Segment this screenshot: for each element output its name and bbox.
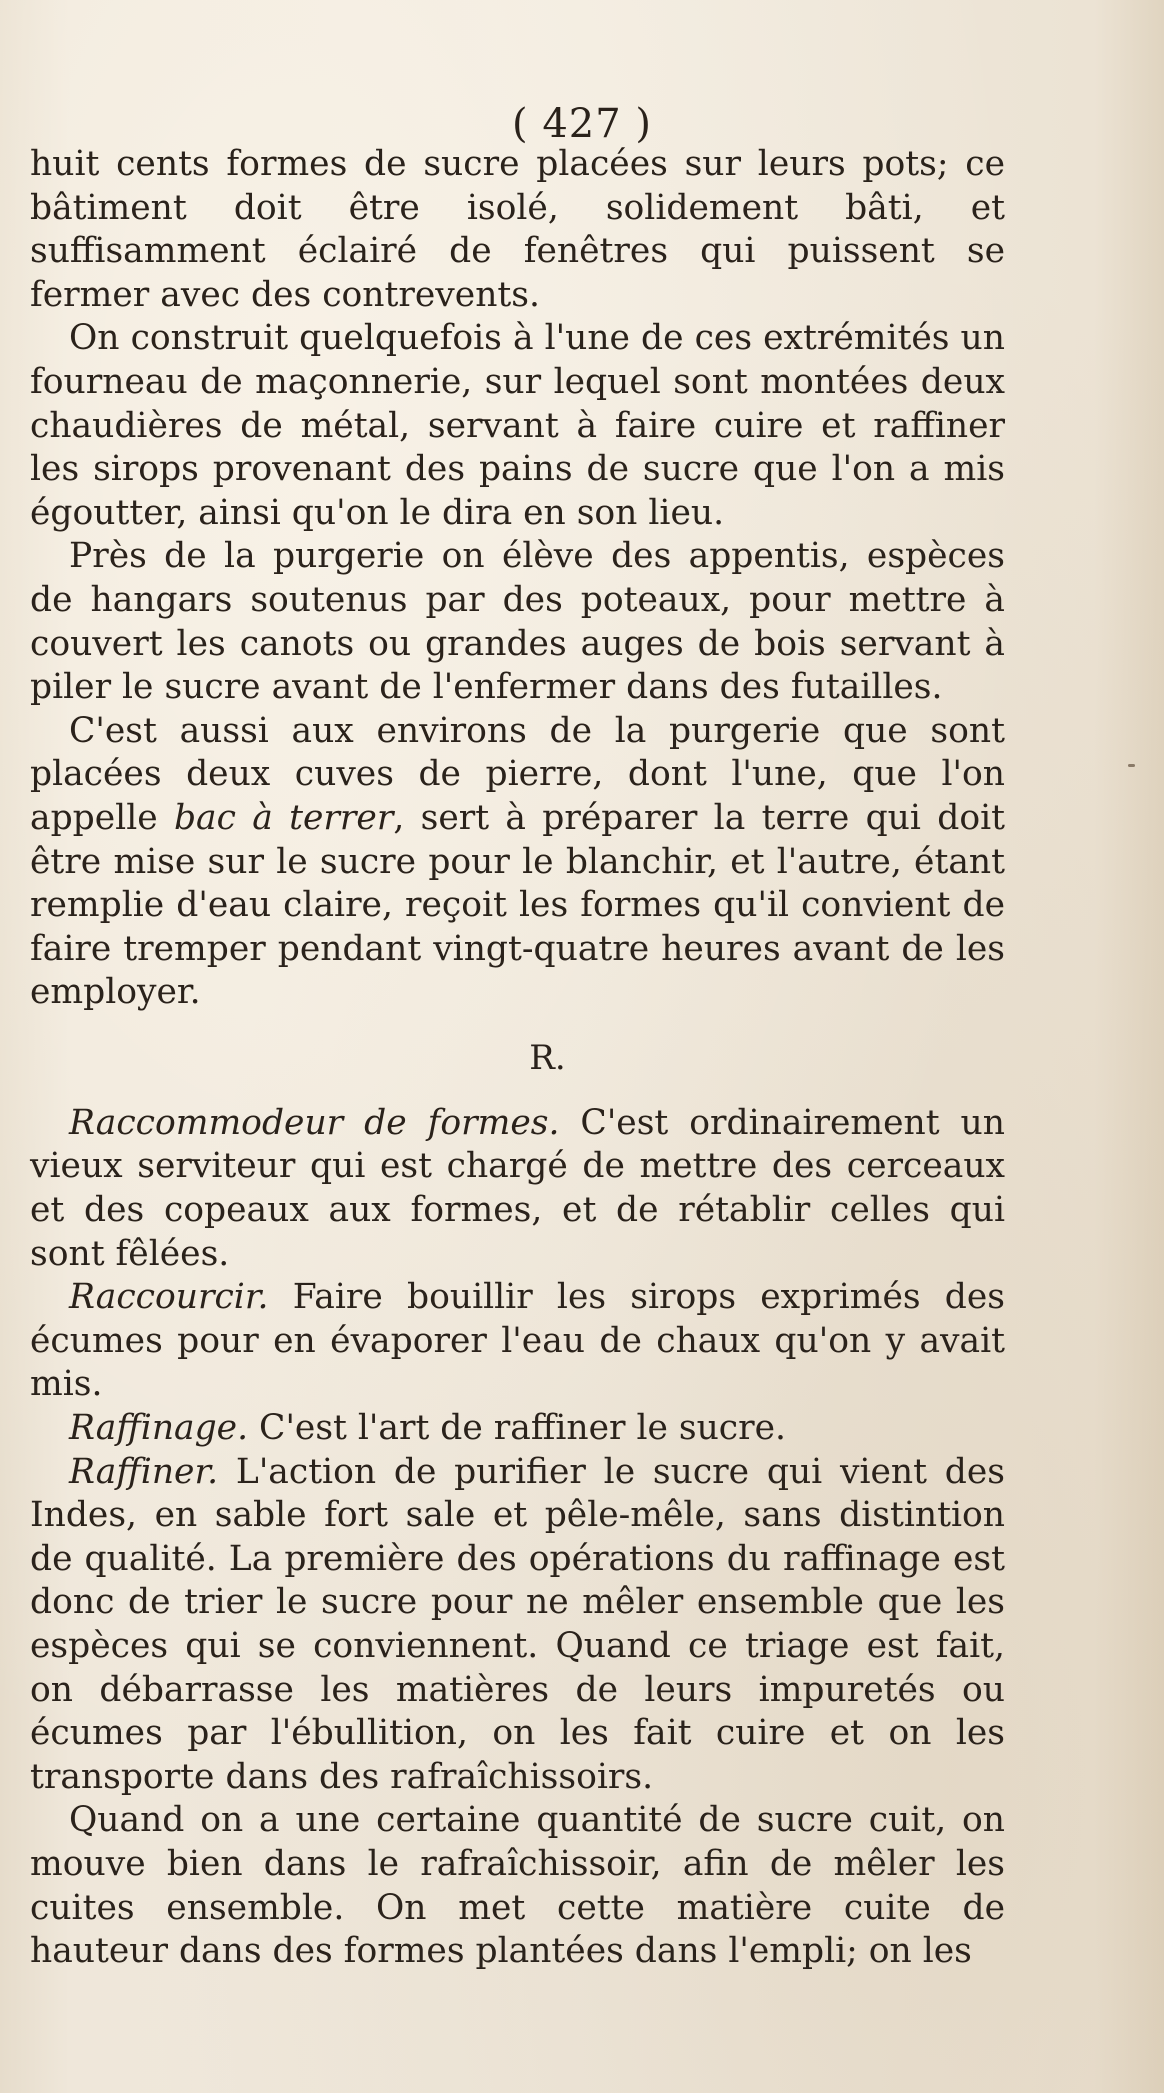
entry-raffiner [30,1451,1005,1800]
entry-definition: C'est l'art de raffiner le sucre. [248,1408,786,1449]
section-heading-r: R. [529,1037,566,1078]
entry-definition: Faire bouillir les sirops exprimés des écumes pour en évaporer l'eau de chaux qu'on y avait mis. [30,1277,1005,1405]
term-bac-a-terrer: bac à terrer [173,797,394,838]
entry-term: Raccommodeur de formes. [69,1102,560,1143]
paragraph-sucre-cuit: Quand on a une certaine quantité de sucre cuit, on mouve bien dans le rafraîchissoir, afin de mêler les cuites ensemble. On met cette matière cuite de hauteur dans des formes plantées dans l'empli; on les [30,1800,1005,1972]
page-number: ( 427 ) [512,101,652,147]
entry-definition: L'action de purifier le sucre qui vient des Indes, en sable fort sale et pêle-mêle, sans distintion de qualité. La première des opérations du raffinage est donc de trier le sucre pour ne mêler ensemble que les espèces qui se conviennent. Quand ce triage est fait, on débarrasse les matières de leurs impuretés ou écumes par l'ébullition, on les fait cuire et on les transporte dans des rafraîchissoirs. [30,1451,1005,1797]
paragraph-appentis: Près de la purgerie on élève des appentis, espèces de hangars soutenus par des poteaux, pour mettre à couvert les canots ou grandes auges de bois servant à piler le sucre avant de l'enfermer dans des futailles. [30,536,1005,708]
entry-raccourcir [30,1276,1005,1407]
entry-raffinage [30,1407,1005,1451]
entry-term: Raffiner. [69,1451,219,1492]
paragraph-continuation: huit cents formes de sucre placées sur leurs pots; ce bâtiment doit être isolé, solidement bâti, et suffisamment éclairé de fenêtres qui puissent se fermer avec des contrevents. [30,144,1005,315]
page-text [30,143,1005,1974]
cuves-text-rest: , sert à préparer la terre qui doit être mise sur le sucre pour le blanchir, et l'autre, étant remplie d'eau claire, reçoit les formes qu'il convient de faire tremper pendant vingt-quatre heures avant de les employer. [30,797,1006,1013]
entry-definition: C'est ordinairement un vieux serviteur qui est chargé de mettre des cerceaux et des copeaux aux formes, et de rétablir celles qui sont fêlées. [30,1102,1005,1274]
paragraph-fourneau: On construit quelquefois à l'une de ces extrémités un fourneau de maçonnerie, sur lequel sont montées deux chaudières de métal, servant à faire cuire et raffiner les sirops provenant des pains de sucre que l'on a mis égoutter, ainsi qu'on le dira en son lieu. [30,318,1005,533]
ink-speck [1128,764,1135,767]
cuves-text-start: C'est aussi aux environs de la purgerie que sont placées deux cuves de pierre, dont l'une, que l'on appelle [30,710,1005,838]
entry-raccommodeur [30,1102,1005,1276]
entry-term: Raccourcir. [69,1277,269,1318]
entry-term: Raffinage. [69,1408,249,1449]
paragraph-cuves [30,710,1005,1015]
